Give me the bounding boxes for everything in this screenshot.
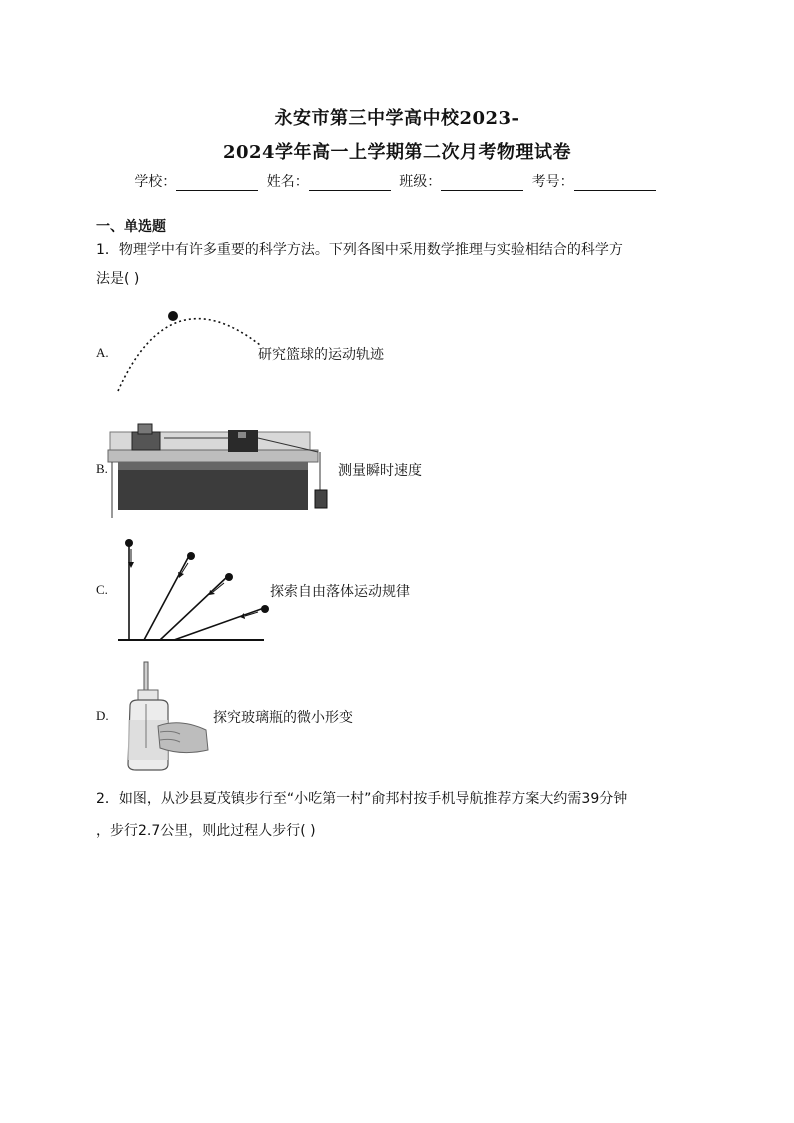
school-blank[interactable] bbox=[176, 176, 258, 191]
student-info-line bbox=[0, 171, 794, 191]
option-c-caption: 探索自由落体运动规律 bbox=[270, 584, 410, 600]
option-b-caption: 测量瞬时速度 bbox=[338, 463, 422, 479]
exam-number-blank[interactable] bbox=[574, 176, 656, 191]
inclined-plane-figure bbox=[110, 534, 270, 646]
basketball-trajectory-figure bbox=[110, 305, 270, 395]
glass-bottle-figure bbox=[120, 660, 212, 772]
name-blank[interactable] bbox=[309, 176, 391, 191]
option-b-letter: B. bbox=[96, 461, 108, 476]
ball-icon bbox=[168, 311, 178, 321]
school-label: 学校： bbox=[134, 174, 177, 190]
question-1-line2: 法是( ) bbox=[96, 271, 140, 287]
exam-number-label: 考号： bbox=[531, 174, 574, 190]
question-1-line1: 1．物理学中有许多重要的科学方法。下列各图中采用数学推理与实验相结合的科学方 bbox=[96, 242, 623, 258]
name-label: 姓名： bbox=[266, 174, 309, 190]
class-label: 班级： bbox=[399, 174, 442, 190]
option-c-letter: C. bbox=[96, 582, 108, 597]
option-a-caption: 研究篮球的运动轨迹 bbox=[258, 347, 384, 363]
class-blank[interactable] bbox=[441, 176, 523, 191]
air-track-figure bbox=[104, 418, 334, 520]
question-2-line2: ，步行2.7公里，则此过程人步行( ) bbox=[96, 823, 316, 839]
option-d-letter: D. bbox=[96, 708, 109, 723]
question-2 bbox=[96, 783, 706, 847]
option-a-letter: A. bbox=[96, 345, 109, 360]
exam-title-line1: 永安市第三中学高中校2023- bbox=[274, 108, 520, 129]
section-heading: 一、单选题 bbox=[96, 219, 166, 235]
question-2-line1: 2．如图，从沙县夏茂镇步行至“小吃第一村”俞邦村按手机导航推荐方案大约需39分钟 bbox=[96, 791, 628, 807]
option-d-caption: 探究玻璃瓶的微小形变 bbox=[213, 710, 353, 726]
exam-title-line2: 2024学年高一上学期第二次月考物理试卷 bbox=[222, 142, 572, 163]
question-1 bbox=[96, 236, 706, 294]
